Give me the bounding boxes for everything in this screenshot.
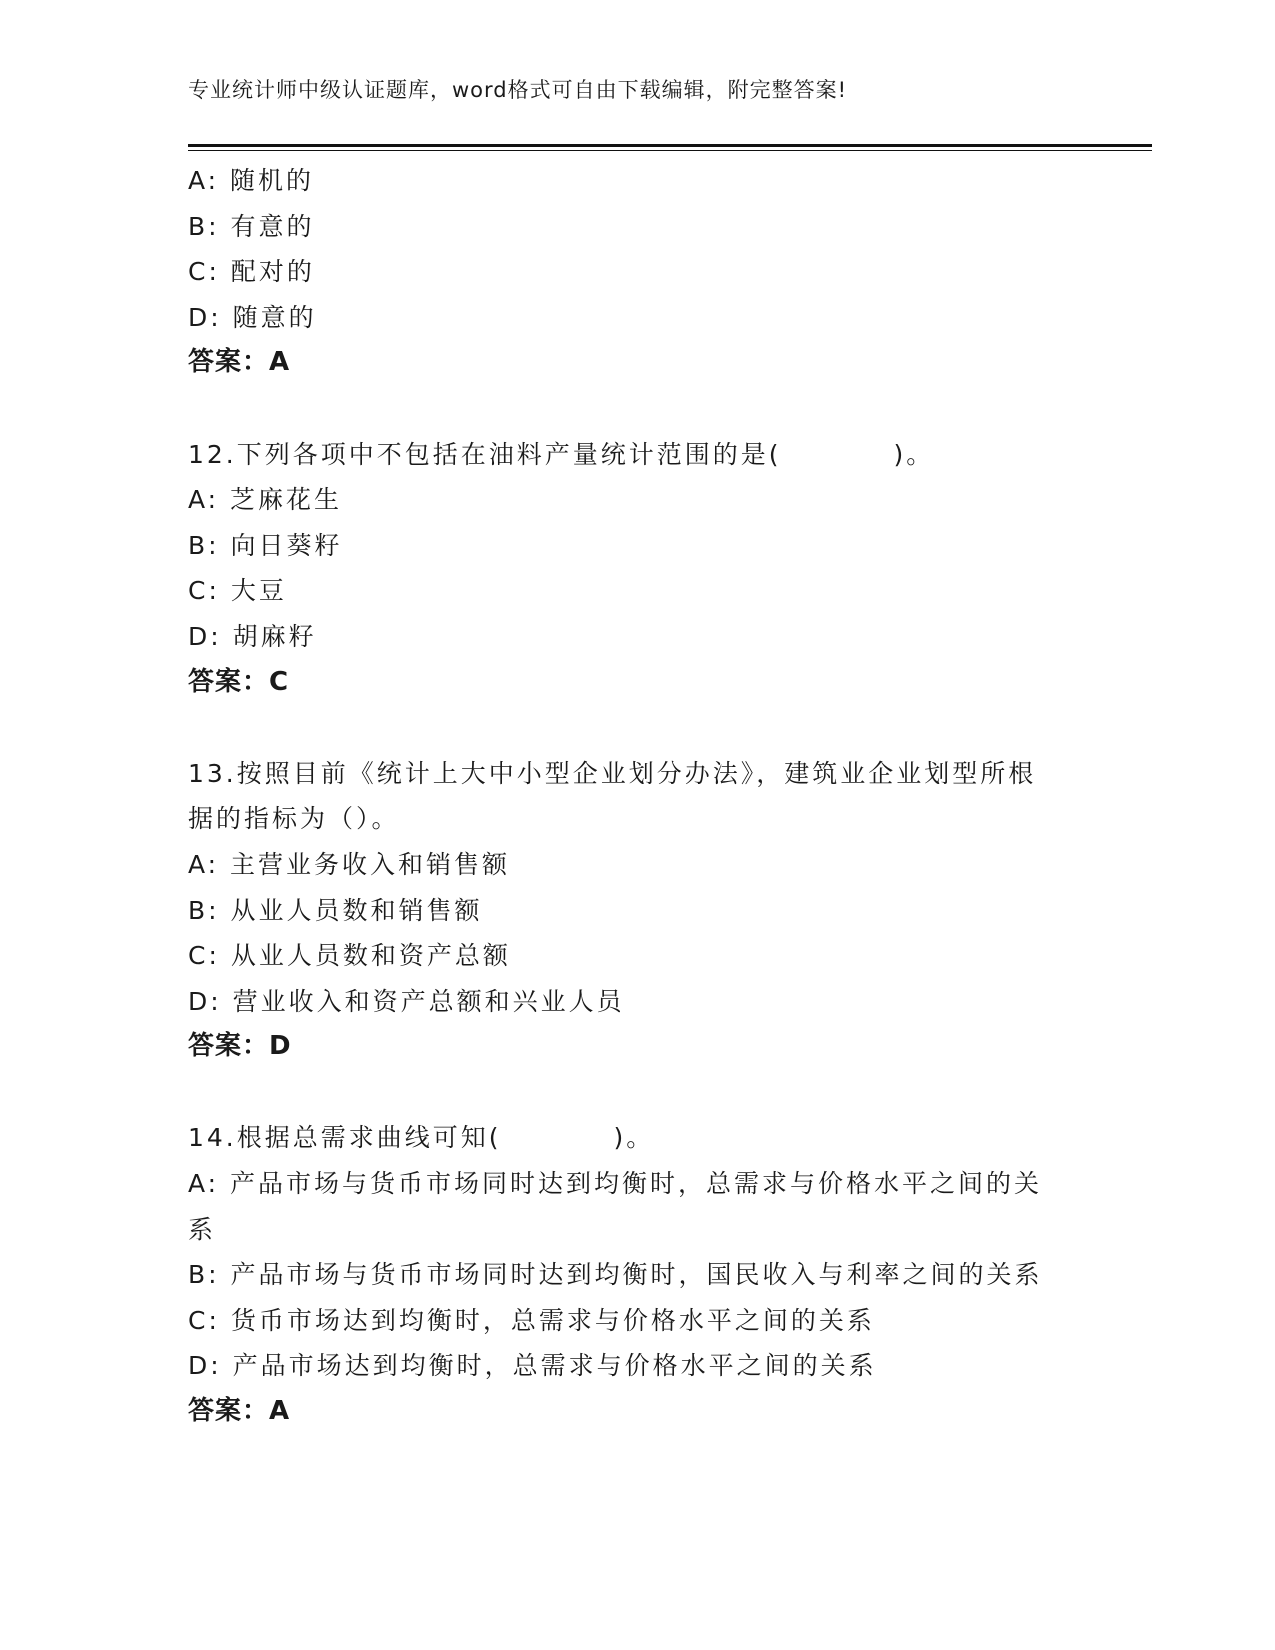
option-b: B: 向日葵籽 (188, 530, 343, 560)
option-d: D: 营业收入和资产总额和兴业人员 (188, 986, 625, 1016)
question-12 (188, 432, 1088, 706)
question-text-line-2: 据的指标为（）。 (188, 804, 400, 834)
option-c: C: 配对的 (188, 257, 315, 287)
spacer (188, 386, 1088, 432)
question-text: 14.根据总需求曲线可知( )。 (188, 1123, 655, 1153)
question-14 (188, 1115, 1088, 1434)
question-text-line-1: 13.按照目前《统计上大中小型企业划分办法》，建筑业企业划型所根 (188, 758, 1037, 788)
option-a: A: 主营业务收入和销售额 (188, 849, 511, 879)
page-header: 专业统计师中级认证题库，word格式可自由下载编辑，附完整答案! (188, 78, 848, 102)
option-a-line-2: 系 (188, 1214, 217, 1244)
question-13 (188, 751, 1088, 1070)
option-d: D: 胡麻籽 (188, 621, 317, 651)
question-11 (188, 158, 1088, 386)
answer: 答案：D (188, 1031, 292, 1062)
header-rule-thick (188, 144, 1152, 147)
option-c: C: 从业人员数和资产总额 (188, 941, 511, 971)
option-b: B: 有意的 (188, 211, 315, 241)
option-d: D: 产品市场达到均衡时，总需求与价格水平之间的关系 (188, 1351, 877, 1381)
header-rule-thin (188, 150, 1152, 151)
option-b: B: 从业人员数和销售额 (188, 895, 483, 925)
option-a: A: 随机的 (188, 166, 315, 195)
spacer (188, 705, 1088, 751)
answer: 答案：A (188, 1396, 291, 1427)
option-b: B: 产品市场与货币市场同时达到均衡时，国民收入与利率之间的关系 (188, 1260, 1043, 1290)
option-a-line-1: A: 产品市场与货币市场同时达到均衡时，总需求与价格水平之间的关 (188, 1169, 1043, 1199)
option-c: C: 大豆 (188, 576, 287, 606)
spacer (188, 1070, 1088, 1116)
question-text: 12.下列各项中不包括在油料产量统计范围的是( )。 (188, 439, 935, 469)
answer: 答案：A (188, 347, 291, 378)
question-list (188, 158, 1088, 1435)
option-a: A: 芝麻花生 (188, 485, 343, 515)
option-d: D: 随意的 (188, 302, 317, 332)
answer: 答案：C (188, 666, 290, 697)
option-c: C: 货币市场达到均衡时，总需求与价格水平之间的关系 (188, 1305, 875, 1335)
